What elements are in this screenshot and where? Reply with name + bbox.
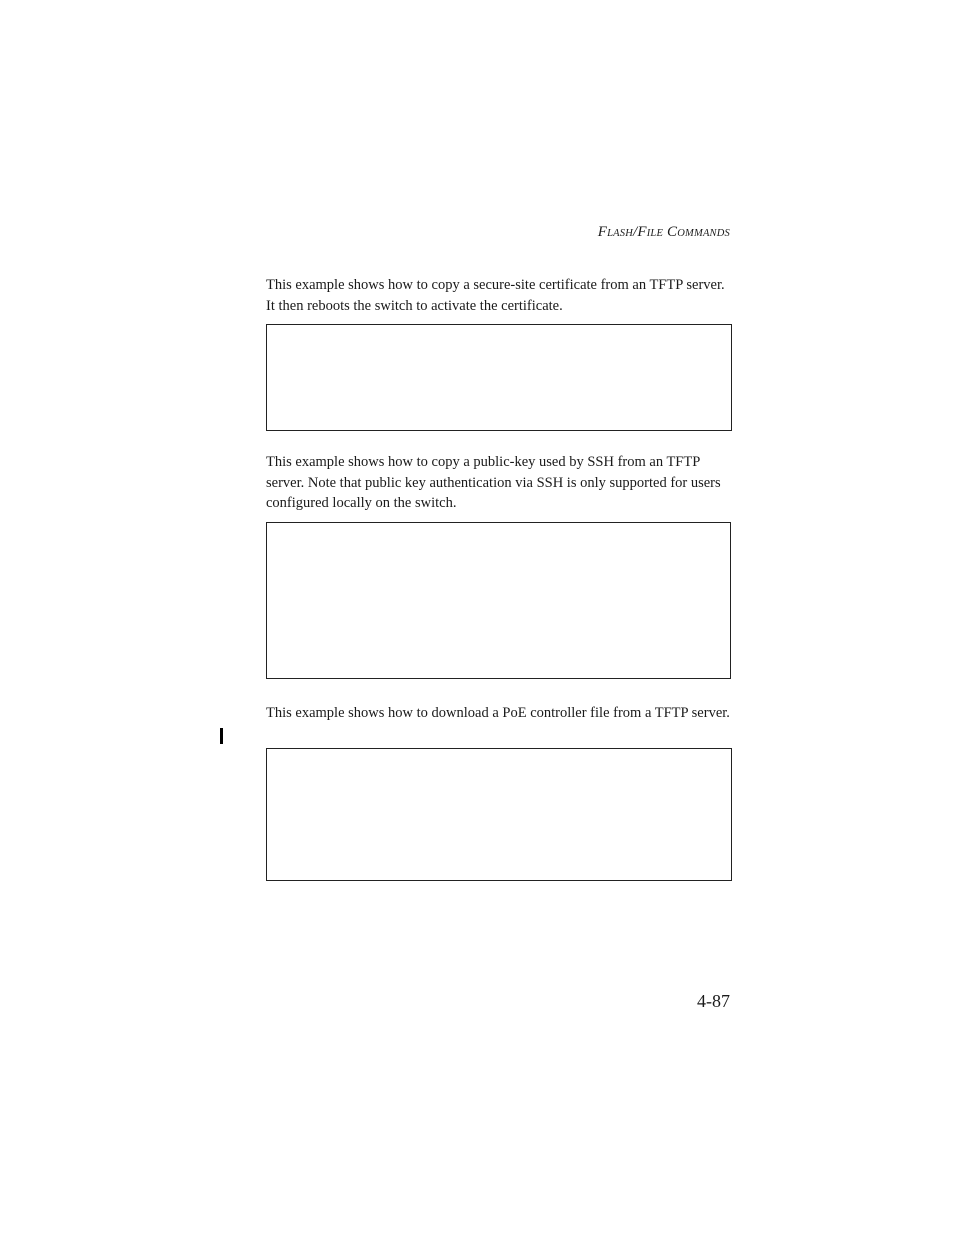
header-rest-lash: LASH (607, 228, 633, 239)
header-separator-slash: / (632, 224, 638, 240)
header-initial-f1: F (597, 224, 608, 240)
code-example-certificate (266, 324, 732, 431)
code-example-public-key (266, 522, 731, 679)
change-bar (220, 728, 223, 744)
paragraph-certificate-example: This example shows how to copy a secure-site certificate from an TFTP server. It then reboots the switch to activate the certificate. (266, 277, 725, 314)
header-rest-ommands: OMMANDS (677, 228, 730, 239)
running-header (598, 224, 730, 241)
page-number: 4-87 (697, 991, 730, 1011)
code-example-poe (266, 748, 732, 881)
paragraph-poe-example: This example shows how to download a PoE controller file from a TFTP server. (266, 705, 730, 721)
header-rest-ile: ILE (646, 228, 664, 239)
header-initial-c: C (667, 224, 678, 240)
header-initial-f2: F (637, 224, 647, 240)
paragraph-public-key-example: This example shows how to copy a public-key used by SSH from an TFTP server. Note that public key authentication via SSH is only supported for users configured locally on the switch. (266, 454, 721, 511)
